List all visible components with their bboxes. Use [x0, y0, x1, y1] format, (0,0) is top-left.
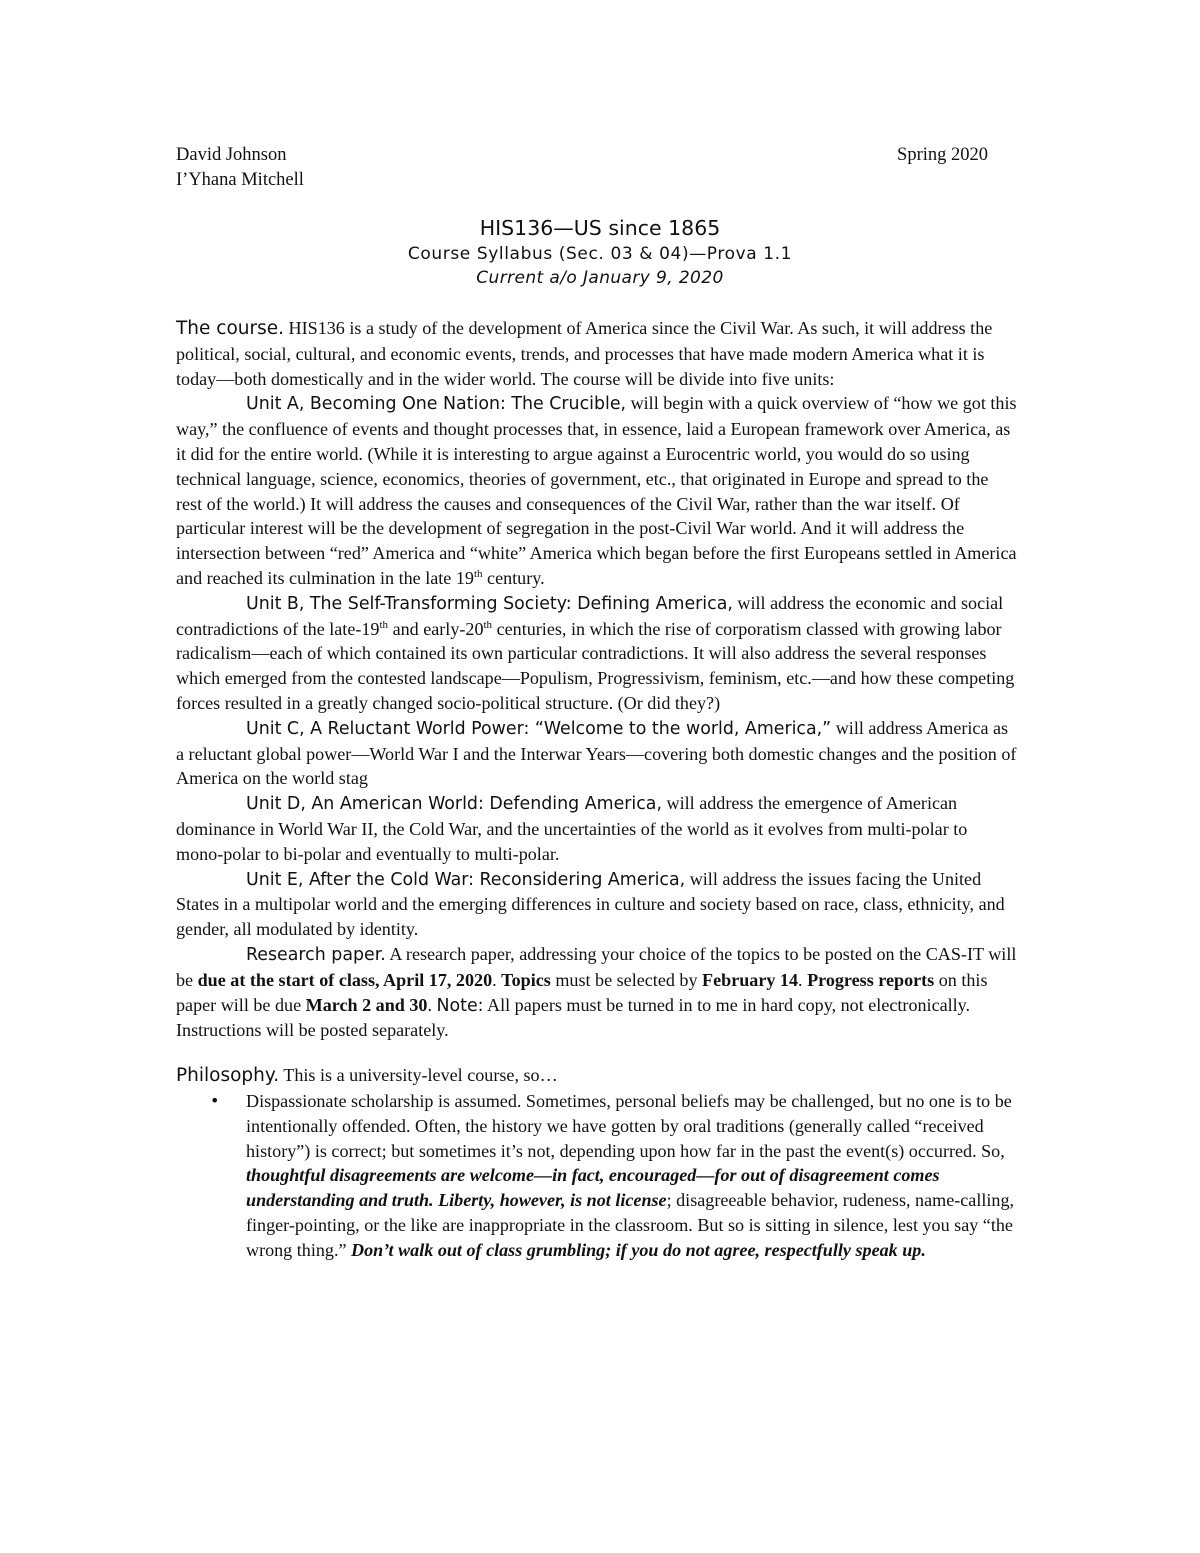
philosophy-heading: Philosophy.	[176, 1065, 280, 1087]
spacer	[176, 1043, 1018, 1063]
unit-e-text: will address the issues facing the United States in a multipolar world and the emerging differences in culture and society based on race, class, ethnicity, and gender, all modulated by identity.	[176, 868, 1005, 940]
unit-d-text: will address the emergence of American dominance in World War II, the Cold War, and the uncertainties of the world as it evolves from multi-polar to mono-polar to bi-polar and eventually to multi-polar.	[176, 793, 968, 864]
term: Spring 2020	[897, 145, 988, 165]
research-topics-date: February 14	[702, 969, 799, 990]
bullet-text: Dispassionate scholarship is assumed. Sometimes, personal beliefs may be challenged, but no one is to be intentionally offended. Often, the history we have gotten by oral traditions (generally called “received history”) is correct; but sometimes it’s not, depending upon how far in the past the event(s) occurred. So,	[246, 1090, 1012, 1161]
author-2: I’Yhana Mitchell	[176, 170, 304, 190]
syllabus-body	[176, 316, 1018, 1262]
research-topics: Topics	[501, 969, 551, 990]
list-item	[176, 1089, 1018, 1263]
unit-e-paragraph	[176, 867, 1018, 942]
philosophy-list	[176, 1089, 1018, 1263]
course-text: HIS136 is a study of the development of America since the Civil War. As such, it will address the political, social, cultural, and economic events, trends, and processes that have made modern America what it is today—both domestically and in the wider world. The course will be divide into five units:	[176, 318, 993, 389]
unit-d-paragraph	[176, 791, 1018, 866]
research-text: All papers must be turned in to me in hard copy, not electronically. Instructions will be posted separately.	[176, 994, 971, 1041]
research-progress-dates: March 2 and 30	[305, 994, 428, 1015]
syllabus-subtitle: Course Syllabus (Sec. 03 & 04)—Prova 1.1	[407, 244, 793, 264]
unit-a-heading: Unit A, Becoming One Nation: The Crucible,	[246, 394, 627, 415]
research-text: A research paper, addressing your choice of the topics to be posted on the CAS-IT will be	[176, 943, 1017, 990]
unit-a-text-a: will begin with a quick overview of “how we got this way,” the confluence of events and thought processes that, in essence, laid a European framework over America, as it did for the entire world. (While it is interesting to argue against a Eurocentric world, you would do so using technical language, science, economics, theories of government, etc., that originated in Europe and spread to the rest of the world.) It will address the causes and consequences of the Civil War, rather than the war itself. Of particular interest will be the development of segregation in the post-Civil War world. And it will address the intersection between “red” America and “white” America which began before the first Europeans settled in America and reached its culmination in the late 19	[176, 393, 1017, 588]
unit-b-paragraph	[176, 591, 1018, 716]
unit-c-paragraph	[176, 716, 1018, 791]
course-title: HIS136—US since 1865	[479, 216, 721, 240]
unit-b-text-c: centuries, in which the rise of corporatism classed with growing labor radicalism—each of which contained its own particular contradictions. It will also address the several responses which emerged from the contested landscape—Populism, Progressivism, feminism, etc.—and how these competing forces resulted in a greatly changed socio-political structure. (Or did they?)	[176, 618, 1015, 713]
research-due-date: due at the start of class, April 17, 2020	[197, 969, 493, 990]
research-note-label: Note:	[436, 995, 484, 1016]
unit-a-paragraph	[176, 391, 1018, 590]
unit-b-text-a: will address the economic and social contradictions of the late-19	[176, 592, 1004, 639]
research-text: .	[492, 969, 502, 990]
research-text: .	[427, 994, 437, 1015]
unit-b-text-b: and early-20	[388, 618, 484, 639]
course-paragraph	[176, 316, 1018, 391]
header	[176, 143, 988, 193]
bullet-text: ; disagreeable behavior, rudeness, name-calling, finger-pointing, or the like are inappropriate in the classroom. But so is sitting in silence, lest you say “the wrong thing.”	[246, 1190, 1015, 1260]
philosophy-paragraph	[176, 1063, 1018, 1089]
unit-c-text: will address America as a reluctant global power—World War I and the Interwar Years—covering both domestic changes and the position of America on the world stag	[176, 717, 1017, 789]
unit-b-heading: Unit B, The Self-Transforming Society: Defining America,	[246, 593, 733, 614]
research-text: .	[798, 969, 808, 990]
philosophy-intro: This is a university-level course, so…	[279, 1065, 558, 1086]
research-paragraph	[176, 942, 1018, 1043]
bullet-emphasis: Don’t walk out of class grumbling; if you do not agree, respectfully speak up.	[351, 1239, 926, 1260]
unit-b-sup-a: th	[379, 618, 389, 631]
unit-e-heading: Unit E, After the Cold War: Reconsidering America,	[246, 869, 686, 890]
research-text: must be selected by	[550, 969, 703, 990]
author-1: David Johnson	[176, 145, 287, 165]
unit-a-sup: th	[473, 567, 483, 580]
current-as-of: Current a/o January 9, 2020	[476, 268, 724, 288]
bullet-icon: •	[210, 1090, 220, 1110]
unit-a-text-b: century.	[482, 567, 545, 588]
research-heading: Research paper.	[246, 944, 386, 965]
unit-d-heading: Unit D, An American World: Defending America,	[246, 794, 662, 815]
research-text: on this paper will be due	[176, 969, 988, 1015]
bullet-emphasis: thoughtful disagreements are welcome—in fact, encouraged—for out of disagreement comes understanding and truth. Liberty, however, is not license	[246, 1165, 940, 1211]
title-block	[0, 215, 1200, 290]
unit-c-heading: Unit C, A Reluctant World Power: “Welcome to the world, America,”	[246, 718, 832, 739]
research-progress-reports: Progress reports	[807, 969, 935, 990]
course-label: The course.	[176, 318, 285, 339]
unit-b-sup-b: th	[483, 618, 493, 631]
